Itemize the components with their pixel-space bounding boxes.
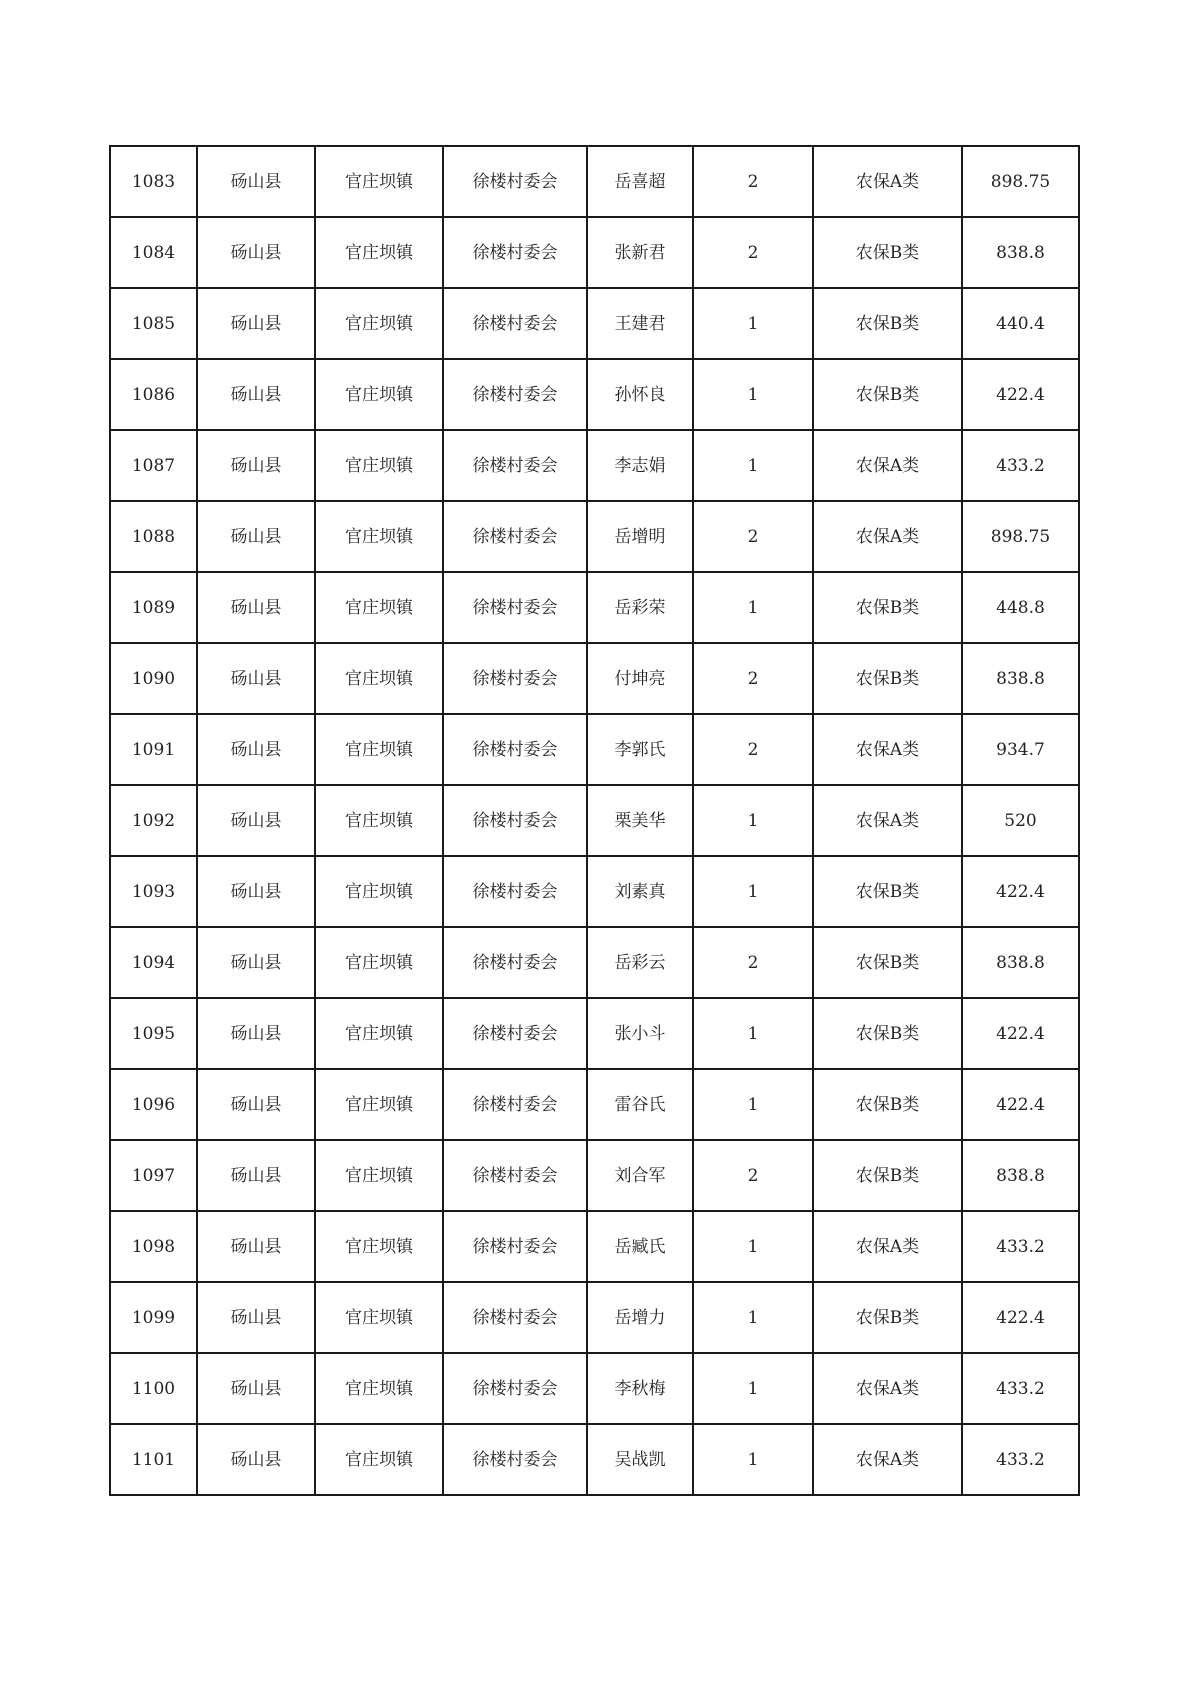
cell-category: 农保A类 <box>813 714 962 785</box>
records-table-body <box>110 146 1079 1495</box>
cell-amount: 448.8 <box>962 572 1079 643</box>
cell-county: 砀山县 <box>197 927 315 998</box>
cell-count: 1 <box>693 1211 813 1282</box>
cell-town: 官庄坝镇 <box>315 288 443 359</box>
cell-count: 1 <box>693 1282 813 1353</box>
cell-name: 岳喜超 <box>587 146 693 217</box>
cell-county: 砀山县 <box>197 1211 315 1282</box>
cell-county: 砀山县 <box>197 146 315 217</box>
cell-amount: 898.75 <box>962 146 1079 217</box>
cell-county: 砀山县 <box>197 1069 315 1140</box>
cell-amount: 422.4 <box>962 1069 1079 1140</box>
table-row <box>110 1353 1079 1424</box>
cell-name: 李郭氏 <box>587 714 693 785</box>
cell-name: 岳彩荣 <box>587 572 693 643</box>
cell-count: 1 <box>693 1424 813 1495</box>
cell-amount: 520 <box>962 785 1079 856</box>
cell-number: 1097 <box>110 1140 197 1211</box>
cell-number: 1087 <box>110 430 197 501</box>
cell-count: 2 <box>693 643 813 714</box>
cell-village: 徐楼村委会 <box>443 217 587 288</box>
cell-village: 徐楼村委会 <box>443 998 587 1069</box>
table-row <box>110 856 1079 927</box>
cell-name: 王建君 <box>587 288 693 359</box>
cell-village: 徐楼村委会 <box>443 1069 587 1140</box>
cell-name: 岳增明 <box>587 501 693 572</box>
cell-amount: 838.8 <box>962 927 1079 998</box>
cell-name: 岳增力 <box>587 1282 693 1353</box>
cell-number: 1084 <box>110 217 197 288</box>
cell-category: 农保A类 <box>813 785 962 856</box>
table-row <box>110 430 1079 501</box>
cell-category: 农保B类 <box>813 288 962 359</box>
cell-village: 徐楼村委会 <box>443 785 587 856</box>
cell-town: 官庄坝镇 <box>315 572 443 643</box>
cell-name: 岳彩云 <box>587 927 693 998</box>
cell-name: 张小斗 <box>587 998 693 1069</box>
cell-number: 1100 <box>110 1353 197 1424</box>
cell-count: 2 <box>693 927 813 998</box>
cell-category: 农保B类 <box>813 572 962 643</box>
cell-number: 1092 <box>110 785 197 856</box>
cell-number: 1089 <box>110 572 197 643</box>
cell-count: 1 <box>693 1353 813 1424</box>
cell-count: 2 <box>693 1140 813 1211</box>
cell-village: 徐楼村委会 <box>443 1424 587 1495</box>
cell-amount: 422.4 <box>962 359 1079 430</box>
cell-number: 1095 <box>110 998 197 1069</box>
cell-village: 徐楼村委会 <box>443 1353 587 1424</box>
cell-count: 1 <box>693 856 813 927</box>
cell-town: 官庄坝镇 <box>315 643 443 714</box>
cell-category: 农保B类 <box>813 1282 962 1353</box>
cell-number: 1090 <box>110 643 197 714</box>
table-row <box>110 572 1079 643</box>
cell-category: 农保B类 <box>813 998 962 1069</box>
cell-county: 砀山县 <box>197 785 315 856</box>
cell-count: 2 <box>693 714 813 785</box>
cell-amount: 433.2 <box>962 1424 1079 1495</box>
cell-village: 徐楼村委会 <box>443 359 587 430</box>
cell-town: 官庄坝镇 <box>315 1211 443 1282</box>
cell-town: 官庄坝镇 <box>315 927 443 998</box>
table-row <box>110 217 1079 288</box>
cell-village: 徐楼村委会 <box>443 927 587 998</box>
cell-name: 张新君 <box>587 217 693 288</box>
cell-category: 农保B类 <box>813 217 962 288</box>
cell-category: 农保B类 <box>813 1069 962 1140</box>
cell-town: 官庄坝镇 <box>315 501 443 572</box>
cell-amount: 838.8 <box>962 217 1079 288</box>
cell-town: 官庄坝镇 <box>315 217 443 288</box>
cell-category: 农保B类 <box>813 1140 962 1211</box>
cell-count: 1 <box>693 998 813 1069</box>
cell-village: 徐楼村委会 <box>443 288 587 359</box>
cell-number: 1098 <box>110 1211 197 1282</box>
cell-number: 1096 <box>110 1069 197 1140</box>
cell-county: 砀山县 <box>197 501 315 572</box>
cell-count: 1 <box>693 1069 813 1140</box>
cell-number: 1094 <box>110 927 197 998</box>
cell-number: 1086 <box>110 359 197 430</box>
cell-county: 砀山县 <box>197 1353 315 1424</box>
cell-village: 徐楼村委会 <box>443 714 587 785</box>
cell-count: 2 <box>693 217 813 288</box>
cell-amount: 422.4 <box>962 998 1079 1069</box>
table-row <box>110 785 1079 856</box>
cell-amount: 433.2 <box>962 1353 1079 1424</box>
cell-town: 官庄坝镇 <box>315 998 443 1069</box>
cell-category: 农保A类 <box>813 1353 962 1424</box>
cell-category: 农保A类 <box>813 430 962 501</box>
cell-village: 徐楼村委会 <box>443 430 587 501</box>
cell-county: 砀山县 <box>197 288 315 359</box>
cell-name: 岳臧氏 <box>587 1211 693 1282</box>
table-row <box>110 288 1079 359</box>
cell-amount: 422.4 <box>962 856 1079 927</box>
cell-amount: 934.7 <box>962 714 1079 785</box>
cell-town: 官庄坝镇 <box>315 785 443 856</box>
cell-village: 徐楼村委会 <box>443 643 587 714</box>
cell-number: 1099 <box>110 1282 197 1353</box>
table-row <box>110 714 1079 785</box>
cell-county: 砀山县 <box>197 359 315 430</box>
cell-number: 1083 <box>110 146 197 217</box>
cell-category: 农保A类 <box>813 1424 962 1495</box>
cell-village: 徐楼村委会 <box>443 1211 587 1282</box>
cell-amount: 433.2 <box>962 430 1079 501</box>
cell-village: 徐楼村委会 <box>443 572 587 643</box>
cell-county: 砀山县 <box>197 572 315 643</box>
cell-number: 1101 <box>110 1424 197 1495</box>
cell-county: 砀山县 <box>197 1424 315 1495</box>
table-row <box>110 643 1079 714</box>
cell-count: 1 <box>693 572 813 643</box>
table-row <box>110 1211 1079 1282</box>
cell-number: 1085 <box>110 288 197 359</box>
cell-county: 砀山县 <box>197 1140 315 1211</box>
cell-county: 砀山县 <box>197 217 315 288</box>
cell-amount: 898.75 <box>962 501 1079 572</box>
cell-amount: 422.4 <box>962 1282 1079 1353</box>
cell-category: 农保A类 <box>813 146 962 217</box>
cell-amount: 838.8 <box>962 1140 1079 1211</box>
cell-town: 官庄坝镇 <box>315 1353 443 1424</box>
cell-town: 官庄坝镇 <box>315 856 443 927</box>
cell-amount: 433.2 <box>962 1211 1079 1282</box>
cell-town: 官庄坝镇 <box>315 714 443 785</box>
cell-category: 农保A类 <box>813 501 962 572</box>
table-row <box>110 501 1079 572</box>
cell-county: 砀山县 <box>197 998 315 1069</box>
table-row <box>110 1140 1079 1211</box>
table-row <box>110 1069 1079 1140</box>
cell-count: 2 <box>693 146 813 217</box>
table-row <box>110 1282 1079 1353</box>
cell-name: 刘素真 <box>587 856 693 927</box>
cell-count: 1 <box>693 785 813 856</box>
cell-county: 砀山县 <box>197 1282 315 1353</box>
cell-town: 官庄坝镇 <box>315 1424 443 1495</box>
records-table <box>109 145 1080 1496</box>
cell-village: 徐楼村委会 <box>443 146 587 217</box>
cell-count: 2 <box>693 501 813 572</box>
table-row <box>110 359 1079 430</box>
cell-town: 官庄坝镇 <box>315 146 443 217</box>
cell-amount: 440.4 <box>962 288 1079 359</box>
cell-amount: 838.8 <box>962 643 1079 714</box>
cell-number: 1088 <box>110 501 197 572</box>
cell-county: 砀山县 <box>197 714 315 785</box>
cell-town: 官庄坝镇 <box>315 1140 443 1211</box>
cell-category: 农保B类 <box>813 856 962 927</box>
cell-count: 1 <box>693 288 813 359</box>
cell-count: 1 <box>693 359 813 430</box>
cell-town: 官庄坝镇 <box>315 359 443 430</box>
cell-town: 官庄坝镇 <box>315 430 443 501</box>
cell-village: 徐楼村委会 <box>443 1282 587 1353</box>
cell-number: 1091 <box>110 714 197 785</box>
cell-name: 吴战凯 <box>587 1424 693 1495</box>
table-row <box>110 146 1079 217</box>
cell-name: 刘合军 <box>587 1140 693 1211</box>
cell-category: 农保B类 <box>813 927 962 998</box>
cell-county: 砀山县 <box>197 643 315 714</box>
cell-name: 栗美华 <box>587 785 693 856</box>
table-row <box>110 998 1079 1069</box>
cell-category: 农保A类 <box>813 1211 962 1282</box>
cell-name: 雷谷氏 <box>587 1069 693 1140</box>
cell-name: 孙怀良 <box>587 359 693 430</box>
table-row <box>110 1424 1079 1495</box>
cell-village: 徐楼村委会 <box>443 501 587 572</box>
cell-count: 1 <box>693 430 813 501</box>
cell-name: 李秋梅 <box>587 1353 693 1424</box>
cell-category: 农保B类 <box>813 359 962 430</box>
cell-town: 官庄坝镇 <box>315 1069 443 1140</box>
table-row <box>110 927 1079 998</box>
cell-town: 官庄坝镇 <box>315 1282 443 1353</box>
cell-county: 砀山县 <box>197 856 315 927</box>
cell-village: 徐楼村委会 <box>443 1140 587 1211</box>
cell-name: 付坤亮 <box>587 643 693 714</box>
cell-category: 农保B类 <box>813 643 962 714</box>
cell-village: 徐楼村委会 <box>443 856 587 927</box>
cell-county: 砀山县 <box>197 430 315 501</box>
cell-number: 1093 <box>110 856 197 927</box>
cell-name: 李志娟 <box>587 430 693 501</box>
